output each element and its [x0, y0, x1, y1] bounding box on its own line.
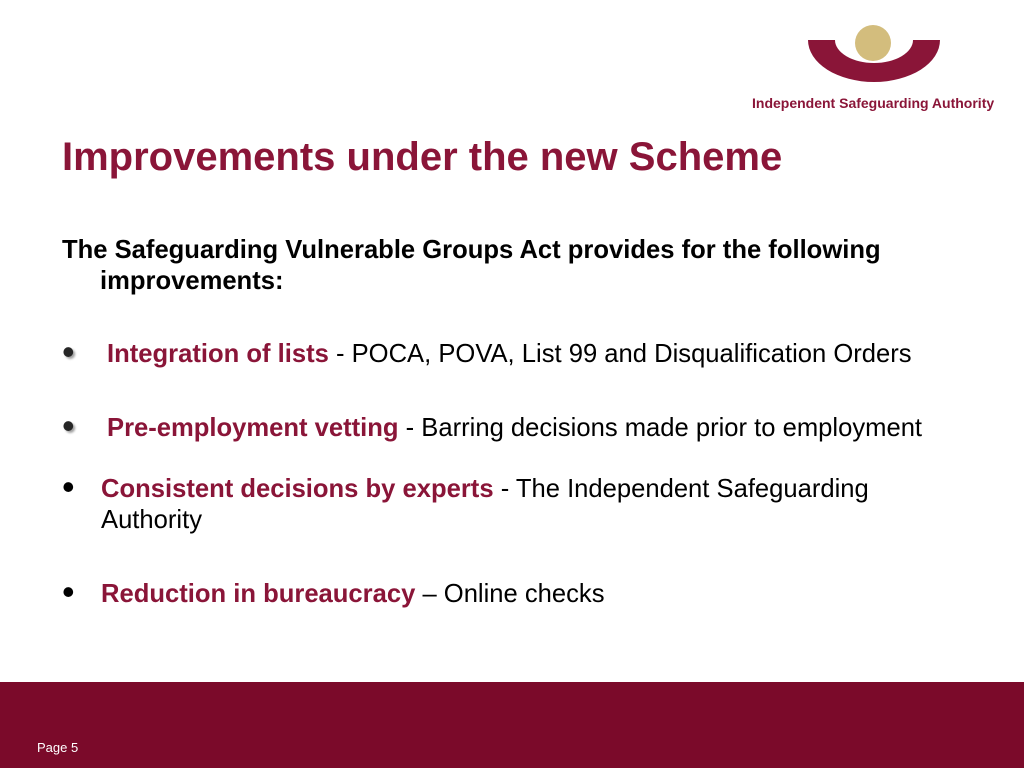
bullet-label: Reduction in bureaucracy [101, 580, 416, 608]
bullet-text [62, 579, 952, 610]
logo-wordmark: Independent Safeguarding Authority [752, 95, 995, 111]
footer-band [0, 682, 1024, 768]
slide-title: Improvements under the new Scheme [62, 135, 783, 179]
bullet-label: Consistent decisions by experts [101, 475, 494, 503]
bullet-text [62, 474, 952, 536]
bullet-detail: - POCA, POVA, List 99 and Disqualification Orders [335, 340, 912, 368]
intro-text: The Safeguarding Vulnerable Groups Act provides for the following improvements: [62, 236, 881, 295]
bullet-item [62, 331, 952, 372]
bullet-detail: - The Independent Safeguarding Authority [101, 475, 869, 534]
bullet-item [62, 571, 952, 612]
bullet-text [62, 413, 952, 444]
logo-circle-shape [855, 25, 891, 61]
bullet-detail: - Barring decisions made prior to employment [405, 414, 923, 442]
bullet-icon: • [62, 571, 75, 612]
bullet-icon: • [62, 405, 75, 446]
page-number: Page 5 [37, 740, 79, 755]
bullet-icon: • [62, 331, 75, 372]
bullet-text [62, 339, 952, 370]
logo-emblem-icon [790, 15, 960, 90]
bullet-item [62, 466, 952, 536]
bullet-label: Integration of lists [107, 340, 329, 368]
bullet-detail: – Online checks [422, 580, 605, 608]
bullet-item [62, 405, 952, 446]
bullet-icon: • [62, 466, 75, 507]
bullet-label: Pre-employment vetting [107, 414, 399, 442]
